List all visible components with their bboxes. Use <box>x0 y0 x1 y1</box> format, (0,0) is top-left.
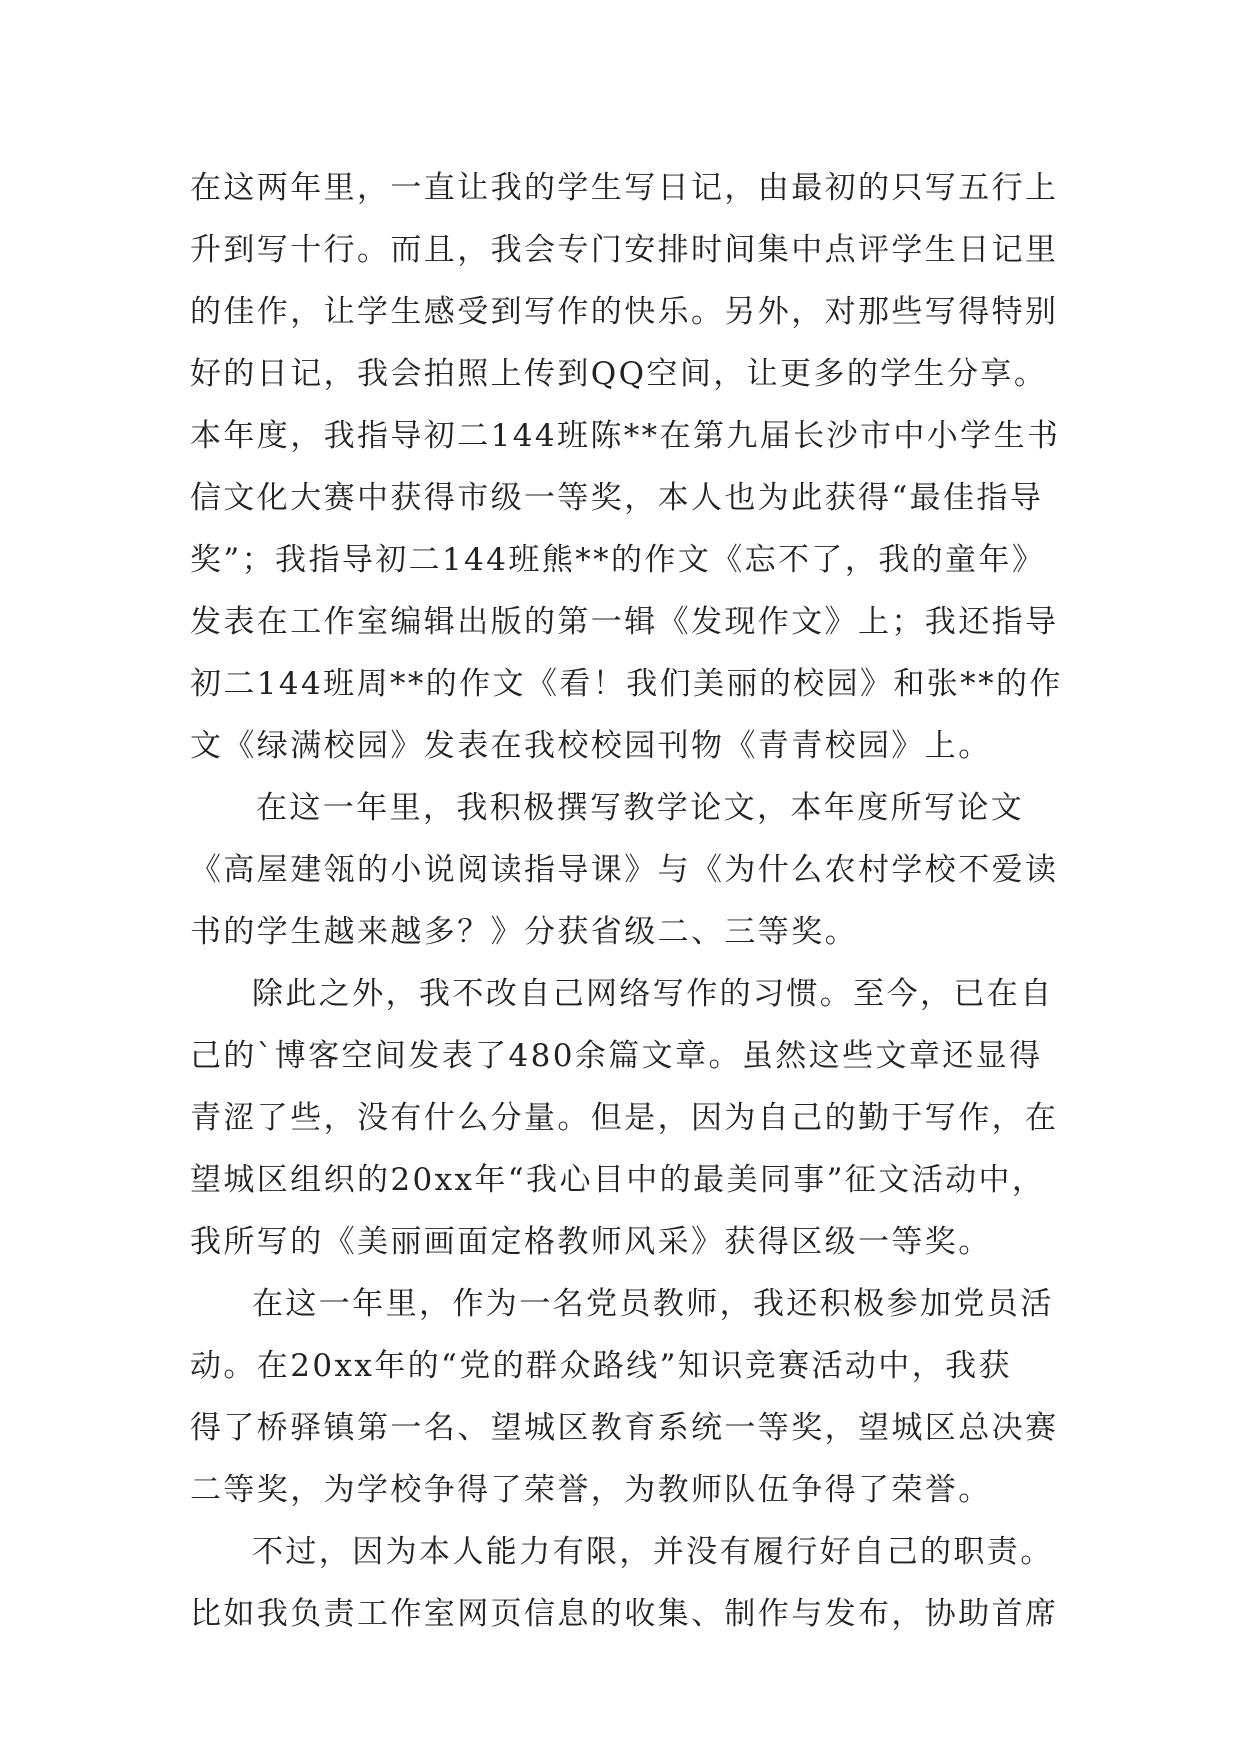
text-line: 好的日记，我会拍照上传到QQ空间，让更多的学生分享。 <box>190 356 1048 392</box>
text-line: 升到写十行。而且，我会专门安排时间集中点评学生日记里 <box>190 232 1059 268</box>
text-line: 本年度，我指导初二144班陈**在第九届长沙市中小学生书 <box>190 418 1061 454</box>
paragraph-first-line: 在这一年里，我积极撰写教学论文，本年度所写论文 <box>256 790 1025 826</box>
text-line: 书的学生越来越多？》分获省级二、三等奖。 <box>190 914 858 950</box>
text-line: 《高屋建瓴的小说阅读指导课》与《为什么农村学校不爱读 <box>190 852 1059 888</box>
body-text <box>190 157 1070 1645</box>
text-line: 文《绿满校园》发表在我校校园刊物《青青校园》上。 <box>190 728 992 764</box>
text-line: 比如我负责工作室网页信息的收集、制作与发布，协助首席 <box>190 1596 1059 1632</box>
text-line: 奖”；我指导初二144班熊**的作文《忘不了，我的童年》 <box>190 542 1046 578</box>
text-line: 发表在工作室编辑出版的第一辑《发现作文》上；我还指导 <box>190 604 1059 640</box>
text-line: 动。在20xx年的“党的群众路线”知识竞赛活动中，我获 <box>190 1348 1012 1384</box>
paragraph-first-line: 在这一年里，作为一名党员教师，我还积极参加党员活 <box>252 1286 1054 1322</box>
text-line: 青涩了些，没有什么分量。但是，因为自己的勤于写作，在 <box>190 1100 1059 1136</box>
text-line: 的佳作，让学生感受到写作的快乐。另外，对那些写得特别 <box>190 294 1059 330</box>
text-line: 信文化大赛中获得市级一等奖，本人也为此获得“最佳指导 <box>190 480 1044 516</box>
text-line: 初二144班周**的作文《看！我们美丽的校园》和张**的作 <box>190 666 1063 702</box>
paragraph-first-line: 不过，因为本人能力有限，并没有履行好自己的职责。 <box>252 1534 1054 1570</box>
text-line: 二等奖，为学校争得了荣誉，为教师队伍争得了荣誉。 <box>190 1472 992 1508</box>
text-line: 望城区组织的20xx年“我心目中的最美同事”征文活动中， <box>190 1162 1046 1198</box>
text-line: 己的`博客空间发表了480余篇文章。虽然这些文章还显得 <box>190 1038 1043 1074</box>
text-line: 我所写的《美丽画面定格教师风采》获得区级一等奖。 <box>190 1224 992 1260</box>
text-line: 得了桥驿镇第一名、望城区教育系统一等奖，望城区总决赛 <box>190 1410 1059 1446</box>
text-line: 在这两年里，一直让我的学生写日记，由最初的只写五行上 <box>190 170 1059 206</box>
paragraph-first-line: 除此之外，我不改自己网络写作的习惯。至今，已在自 <box>252 976 1054 1012</box>
